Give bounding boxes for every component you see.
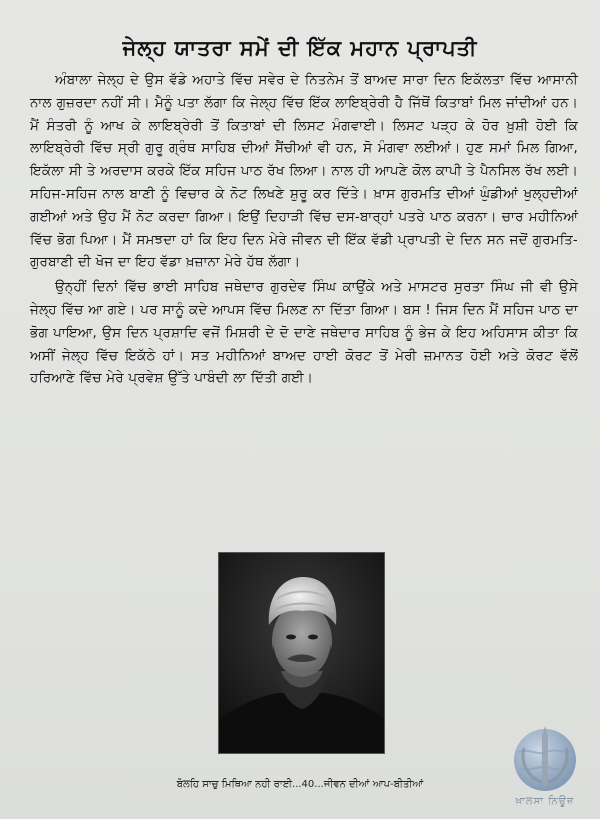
paragraph-2: ਉਨ੍ਹੀਂ ਦਿਨਾਂ ਵਿੱਚ ਭਾਈ ਸਾਹਿਬ ਜਥੇਦਾਰ ਗੁਰਦੇਵ ਸਿੰਘ ਕਾਉਂਕੇ ਅਤੇ ਮਾਸਟਰ ਸੁਰਤਾ ਸਿੰਘ ਜੀ ਵੀ ਉਸੇ ਜੇਲ੍ਹ ਵਿੱਚ ਆ ਗਏ। ਪਰ ਸਾਨੂੰ ਕਦੇ ਆਪਸ ਵਿੱਚ ਮਿਲਣ ਨਾ ਦਿੱਤਾ ਗਿਆ। ਬਸ ! ਜਿਸ ਦਿਨ ਮੈਂ ਸਹਿਜ ਪਾਠ ਦਾ ਭੋਗ ਪਾਇਆ, ਉਸ ਦਿਨ ਪ੍ਰਸ਼ਾਦਿ ਵਜੋਂ ਮਿਸ਼ਰੀ ਦੇ ਦੋ ਦਾਣੇ ਜਥੇਦਾਰ ਸਾਹਿਬ ਨੂੰ ਭੇਜ ਕੇ ਇਹ ਅਹਿਸਾਸ ਕੀਤਾ ਕਿ ਅਸੀਂ ਜੇਲ੍ਹ ਵਿੱਚ ਇਕੱਠੇ ਹਾਂ। ਸਤ ਮਹੀਨਿਆਂ ਬਾਅਦ ਹਾਈ ਕੋਰਟ ਤੋਂ ਮੇਰੀ ਜ਼ਮਾਨਤ ਹੋਈ ਅਤੇ ਕੋਰਟ ਵੱਲੋਂ ਹਰਿਆਣੇ ਵਿੱਚ ਮੇਰੇ ਪ੍ਰਵੇਸ਼ ਉੱਤੇ ਪਾਬੰਦੀ ਲਾ ਦਿੱਤੀ ਗਈ। — [30, 280, 578, 387]
page-title: ਜੇਲ੍ਹ ਯਾਤਰਾ ਸਮੇਂ ਦੀ ਇੱਕ ਮਹਾਨ ਪ੍ਰਾਪਤੀ — [122, 36, 478, 61]
article-body — [30, 70, 578, 391]
portrait-image — [219, 553, 384, 753]
page-caption: ਬੋਲਹਿ ਸਾਚੁ ਮਿਥਿਆ ਨਹੀ ਰਾਈ...40...ਜੀਵਨ ਦੀਆਂ ਆਪ-ਬੀਤੀਆਂ — [176, 779, 424, 790]
khanda-globe-icon — [490, 722, 600, 798]
paragraph-1: ਅੰਬਾਲਾ ਜੇਲ੍ਹ ਦੇ ਉਸ ਵੱਡੇ ਅਹਾਤੇ ਵਿੱਚ ਸਵੇਰ ਦੇ ਨਿਤਨੇਮ ਤੋਂ ਬਾਅਦ ਸਾਰਾ ਦਿਨ ਇਕੱਲਤਾ ਵਿੱਚ ਆਸਾਨੀ ਨਾਲ ਗੁਜ਼ਰਦਾ ਨਹੀਂ ਸੀ। ਮੈਨੂੰ ਪਤਾ ਲੱਗਾ ਕਿ ਜੇਲ੍ਹ ਵਿੱਚ ਇੱਕ ਲਾਇਬ੍ਰੇਰੀ ਹੈ ਜਿੱਥੋਂ ਕਿਤਾਬਾਂ ਮਿਲ ਜਾਂਦੀਆਂ ਹਨ। ਮੈਂ ਸੰਤਰੀ ਨੂੰ ਆਖ ਕੇ ਲਾਇਬ੍ਰੇਰੀ ਤੋਂ ਕਿਤਾਬਾਂ ਦੀ ਲਿਸਟ ਮੰਗਵਾਈ। ਲਿਸਟ ਪੜ੍ਹ ਕੇ ਹੋਰ ਖ਼ੁਸ਼ੀ ਹੋਈ ਕਿ ਲਾਇਬ੍ਰੇਰੀ ਵਿੱਚ ਸ੍ਰੀ ਗੁਰੂ ਗ੍ਰੰਥ ਸਾਹਿਬ ਦੀਆਂ ਸੈਂਚੀਆਂ ਵੀ ਹਨ, ਸੋ ਮੰਗਵਾ ਲਈਆਂ। ਹੁਣ ਸਮਾਂ ਮਿਲ ਗਿਆ, ਇਕੱਲਾ ਸੀ ਤੇ ਅਰਦਾਸ ਕਰਕੇ ਇੱਕ ਸਹਿਜ ਪਾਠ ਰੱਖ ਲਿਆ। ਨਾਲ ਹੀ ਆਪਣੇ ਕੋਲ ਕਾਪੀ ਤੇ ਪੈਨਸਿਲ ਰੱਖ ਲਈ। ਸਹਿਜ-ਸਹਿਜ ਨਾਲ ਬਾਣੀ ਨੂੰ ਵਿਚਾਰ ਕੇ ਨੋਟ ਲਿਖਣੇ ਸ਼ੁਰੂ ਕਰ ਦਿੱਤੇ। ਖ਼ਾਸ ਗੁਰਮਤਿ ਦੀਆਂ ਘੁੰਡੀਆਂ ਖੁਲ੍ਹਦੀਆਂ ਗਈਆਂ ਅਤੇ ਉਹ ਮੈਂ ਨੋਟ ਕਰਦਾ ਗਿਆ। ਇਉਂ ਦਿਹਾੜੀ ਵਿੱਚ ਦਸ-ਬਾਰ੍ਹਾਂ ਪਤਰੇ ਪਾਠ ਕਰਨਾ। ਚਾਰ ਮਹੀਨਿਆਂ ਵਿੱਚ ਭੋਗ ਪਿਆ। ਮੈਂ ਸਮਝਦਾ ਹਾਂ ਕਿ ਇਹ ਦਿਨ ਮੇਰੇ ਜੀਵਨ ਦੀ ਇੱਕ ਵੱਡੀ ਪ੍ਰਾਪਤੀ ਦੇ ਦਿਨ ਸਨ ਜਦੋਂ ਗੁਰਮਤਿ-ਗੁਰਬਾਣੀ ਦੀ ਖੋਜ ਦਾ ਇਹ ਵੱਡਾ ਖ਼ਜ਼ਾਨਾ ਮੇਰੇ ਹੱਥ ਲੱਗਾ। — [30, 73, 578, 271]
watermark-text: ਖ਼ਾਲਸਾ ਨਿਊਜ਼ — [515, 796, 575, 807]
portrait-photo — [218, 552, 385, 754]
khalsa-news-watermark — [490, 722, 600, 819]
